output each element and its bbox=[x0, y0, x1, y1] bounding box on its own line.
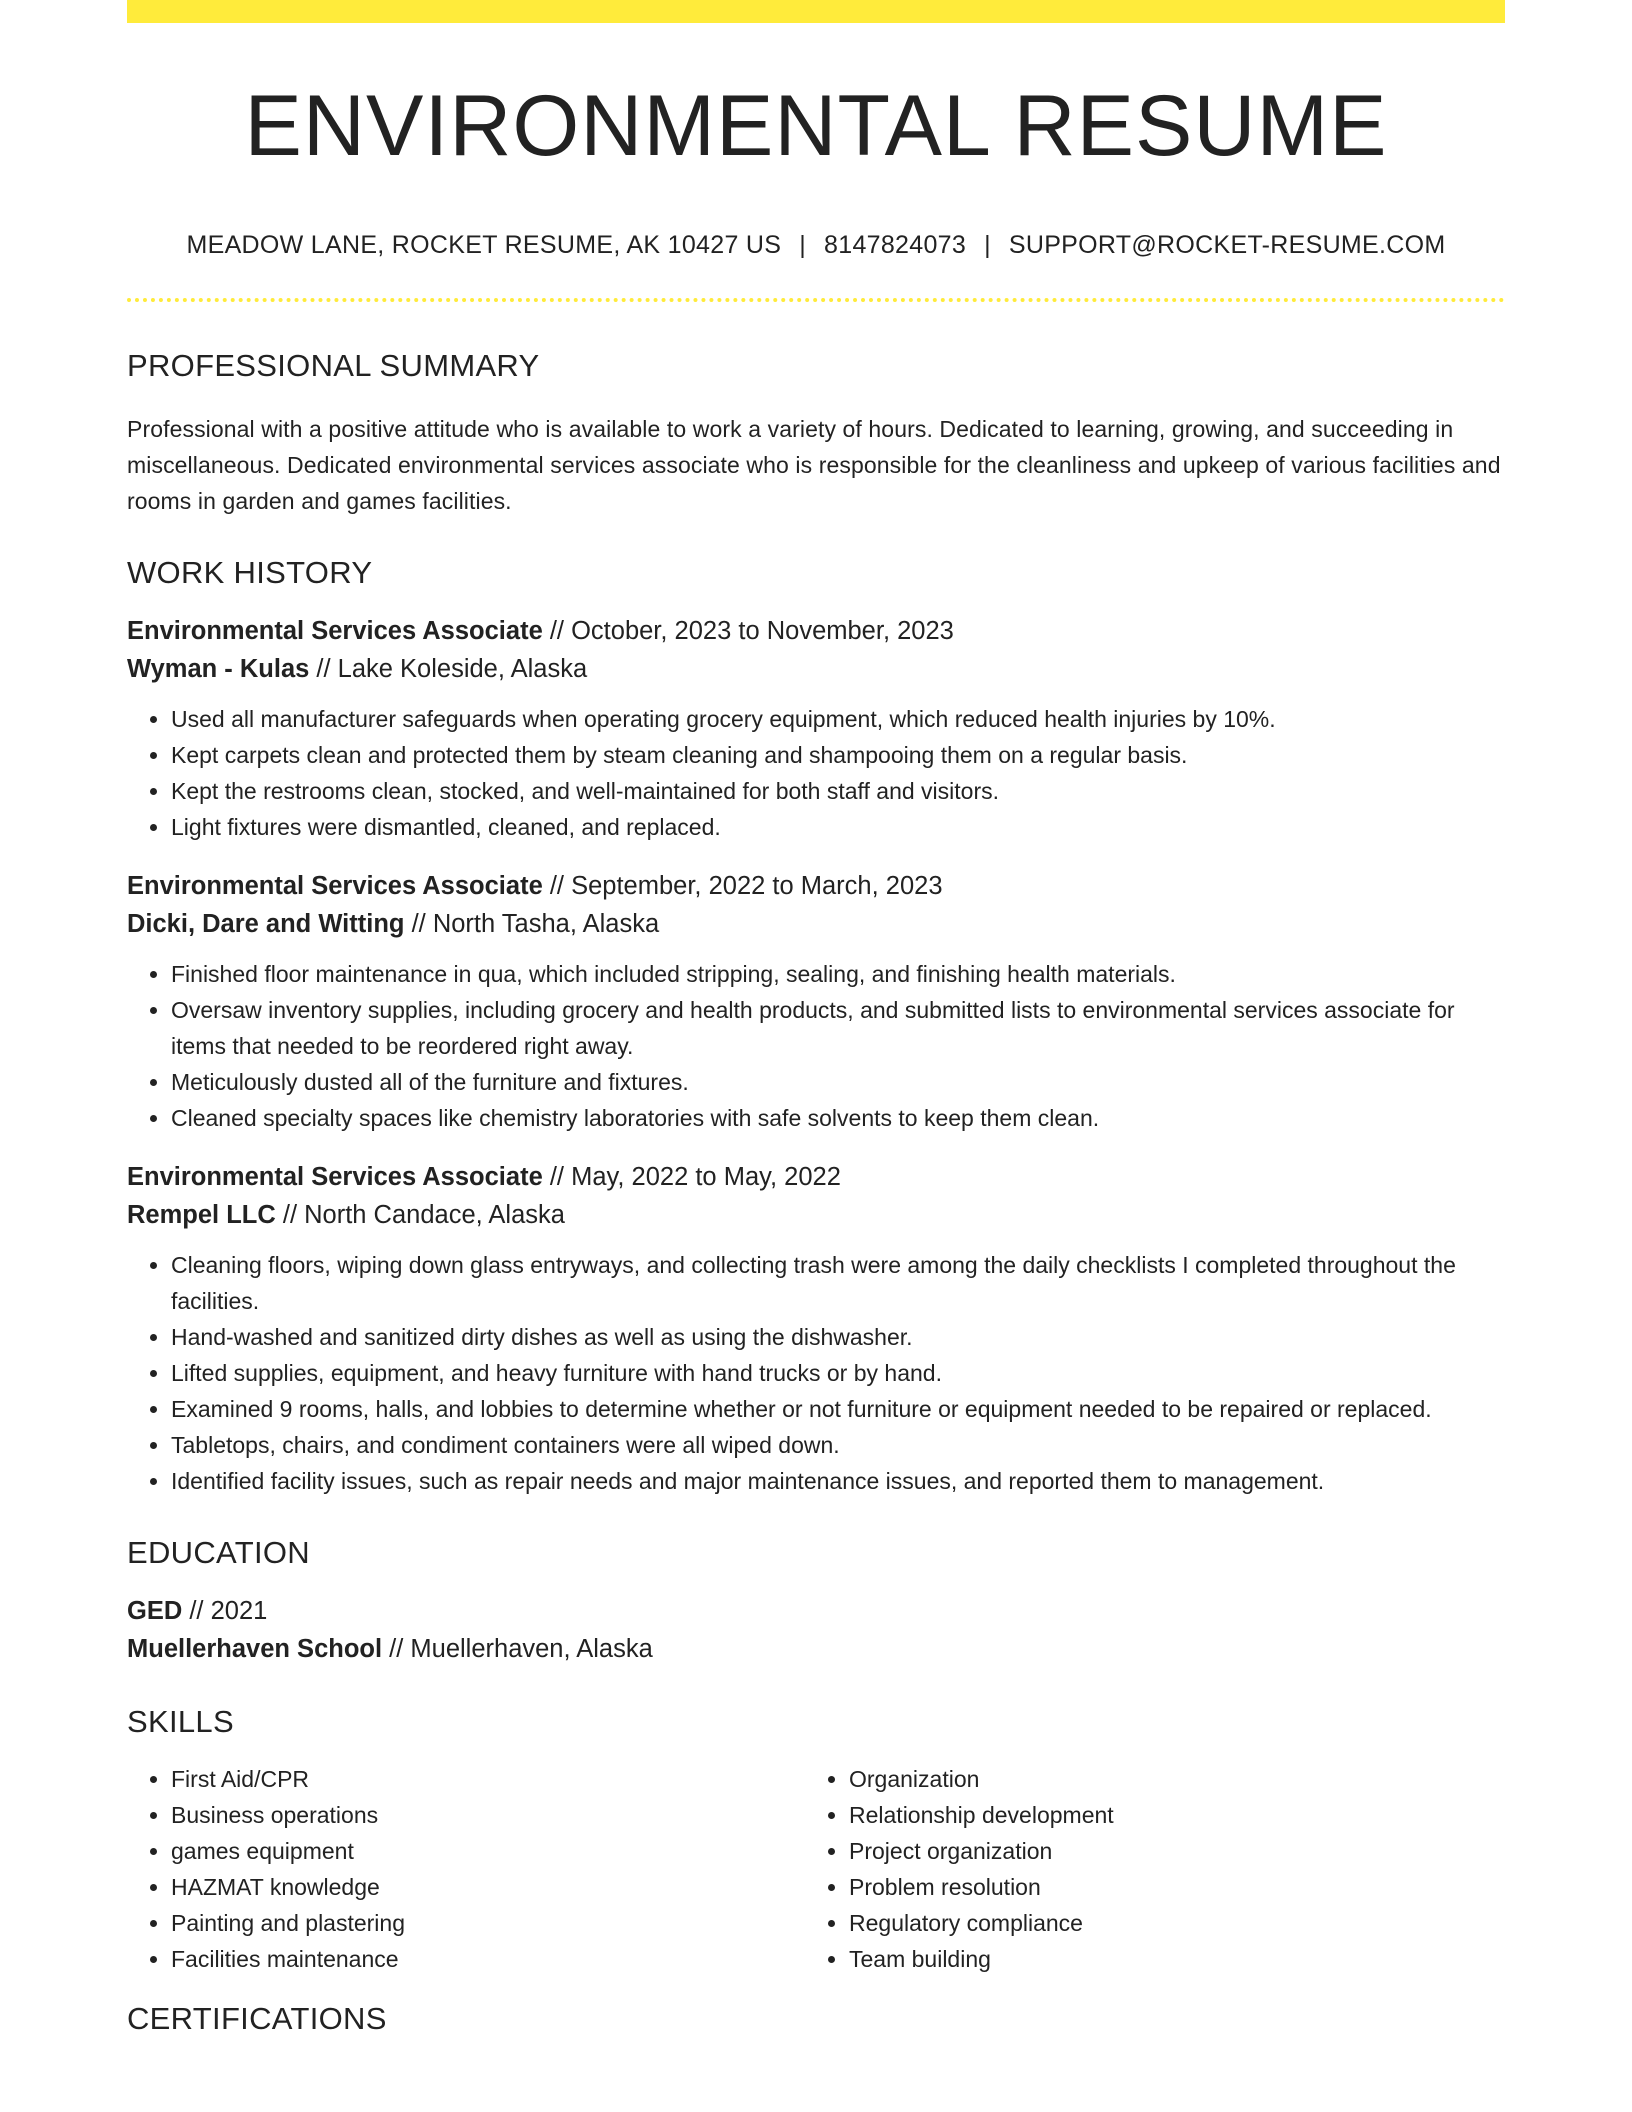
job-bullet: • Meticulously dusted all of the furniture and fixtures. bbox=[171, 1064, 1505, 1100]
job-title: Environmental Services Associate bbox=[127, 872, 543, 900]
job-title: Environmental Services Associate bbox=[127, 1163, 543, 1191]
address-text: MEADOW LANE, ROCKET RESUME, AK 10427 US bbox=[186, 231, 782, 259]
skill-item: • Facilities maintenance bbox=[171, 1941, 805, 1977]
job-title-line bbox=[127, 1158, 1505, 1196]
skill-item: • Business operations bbox=[171, 1797, 805, 1833]
skill-item: • Project organization bbox=[849, 1833, 1483, 1869]
job-title-line bbox=[127, 612, 1505, 650]
school-name: Muellerhaven School bbox=[127, 1635, 383, 1663]
job-company-line bbox=[127, 650, 1505, 688]
job-bullet: • Used all manufacturer safeguards when operating grocery equipment, which reduced health injuries by 10%. bbox=[171, 701, 1505, 737]
skill-item: • Problem resolution bbox=[849, 1869, 1483, 1905]
resume-title: ENVIRONMENTAL RESUME bbox=[244, 78, 1388, 174]
contact-separator: | bbox=[799, 231, 807, 259]
degree-name: GED bbox=[127, 1597, 183, 1625]
job-bullet: • Hand-washed and sanitized dirty dishes as well as using the dishwasher. bbox=[171, 1319, 1505, 1355]
work-history-heading: WORK HISTORY bbox=[127, 555, 373, 590]
job-bullet: • Light fixtures were dismantled, cleaned, and replaced. bbox=[171, 809, 1505, 845]
job-bullet: • Oversaw inventory supplies, including grocery and health products, and submitted lists to environmental services associate for items that needed to be reordered right away. bbox=[171, 992, 1505, 1064]
job-bullet: • Examined 9 rooms, halls, and lobbies to determine whether or not furniture or equipment needed to be repaired or replaced. bbox=[171, 1391, 1505, 1427]
job-bullet-list bbox=[127, 956, 1505, 1136]
job-company: Dicki, Dare and Witting bbox=[127, 910, 405, 938]
school-location: // Muellerhaven, Alaska bbox=[382, 1635, 653, 1663]
job-dates: // May, 2022 to May, 2022 bbox=[542, 1163, 841, 1191]
job-bullet: • Cleaned specialty spaces like chemistry laboratories with safe solvents to keep them clean. bbox=[171, 1100, 1505, 1136]
top-accent-bar bbox=[127, 0, 1505, 23]
job-dates: // September, 2022 to March, 2023 bbox=[542, 872, 943, 900]
degree-line bbox=[127, 1592, 1505, 1630]
skill-item: • First Aid/CPR bbox=[171, 1761, 805, 1797]
education-heading: EDUCATION bbox=[127, 1535, 310, 1570]
contact-line bbox=[127, 233, 1505, 258]
job-company: Wyman - Kulas bbox=[127, 655, 310, 683]
job-location: // Lake Koleside, Alaska bbox=[309, 655, 588, 683]
job-bullet: • Identified facility issues, such as repair needs and major maintenance issues, and reported them to management. bbox=[171, 1463, 1505, 1499]
skill-item: • Regulatory compliance bbox=[849, 1905, 1483, 1941]
skills-list-right bbox=[805, 1761, 1483, 1977]
skill-item: • HAZMAT knowledge bbox=[171, 1869, 805, 1905]
job-bullet-list bbox=[127, 701, 1505, 845]
job-location: // North Tasha, Alaska bbox=[404, 910, 660, 938]
job-dates: // October, 2023 to November, 2023 bbox=[542, 617, 954, 645]
job-bullet: • Kept the restrooms clean, stocked, and well-maintained for both staff and visitors. bbox=[171, 773, 1505, 809]
job-location: // North Candace, Alaska bbox=[275, 1201, 565, 1229]
job-company: Rempel LLC bbox=[127, 1201, 276, 1229]
skills-columns bbox=[127, 1761, 1505, 1977]
phone-text: 8147824073 bbox=[824, 231, 967, 259]
job-bullet: • Finished floor maintenance in qua, which included stripping, sealing, and finishing health materials. bbox=[171, 956, 1505, 992]
skills-heading: SKILLS bbox=[127, 1704, 234, 1739]
summary-text: Professional with a positive attitude who is available to work a variety of hours. Dedicated to learning, growing, and succeeding in miscellaneous. Dedicated environmental services associate who is responsible for the cleanliness and upkeep of various facilities and rooms in garden and games facilities. bbox=[127, 416, 1501, 514]
skill-item: • games equipment bbox=[171, 1833, 805, 1869]
job-bullet: • Tabletops, chairs, and condiment containers were all wiped down. bbox=[171, 1427, 1505, 1463]
job-bullet-list bbox=[127, 1247, 1505, 1499]
skill-item: • Relationship development bbox=[849, 1797, 1483, 1833]
resume-page bbox=[127, 0, 1505, 2034]
dotted-divider bbox=[127, 298, 1505, 302]
job-bullet: • Kept carpets clean and protected them by steam cleaning and shampooing them on a regular basis. bbox=[171, 737, 1505, 773]
certifications-heading: CERTIFICATIONS bbox=[127, 2001, 387, 2036]
job-company-line bbox=[127, 1196, 1505, 1234]
job-title: Environmental Services Associate bbox=[127, 617, 543, 645]
summary-heading: PROFESSIONAL SUMMARY bbox=[127, 348, 540, 383]
skill-item: • Painting and plastering bbox=[171, 1905, 805, 1941]
job-bullet: • Lifted supplies, equipment, and heavy furniture with hand trucks or by hand. bbox=[171, 1355, 1505, 1391]
job-company-line bbox=[127, 905, 1505, 943]
email-text: SUPPORT@ROCKET-RESUME.COM bbox=[1008, 231, 1446, 259]
skills-list-left bbox=[127, 1761, 805, 1977]
job-bullet: • Cleaning floors, wiping down glass entryways, and collecting trash were among the daily checklists I completed throughout the facilities. bbox=[171, 1247, 1505, 1319]
skill-item: • Team building bbox=[849, 1941, 1483, 1977]
degree-year: // 2021 bbox=[182, 1597, 268, 1625]
skill-item: • Organization bbox=[849, 1761, 1483, 1797]
job-title-line bbox=[127, 867, 1505, 905]
school-line bbox=[127, 1630, 1505, 1668]
contact-separator: | bbox=[984, 231, 991, 259]
